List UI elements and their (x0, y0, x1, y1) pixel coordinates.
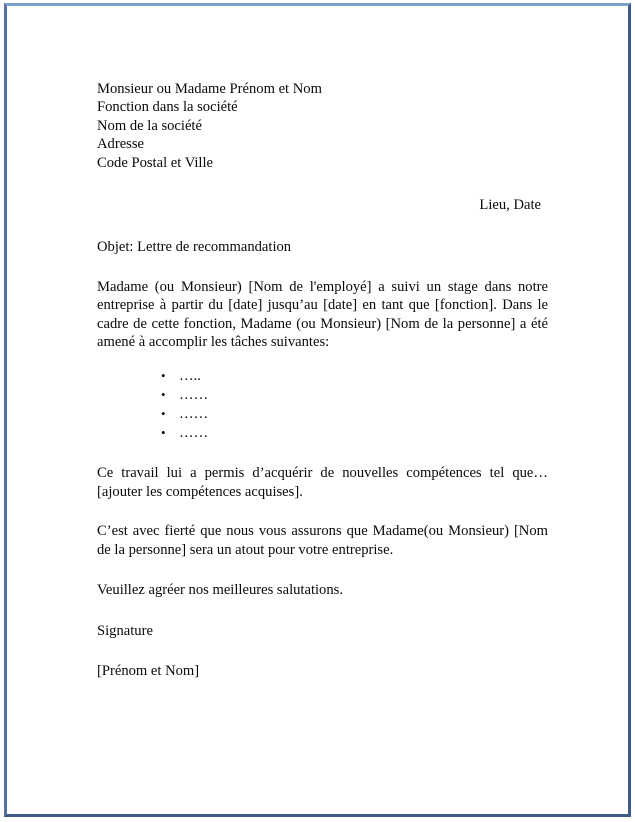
page-border-frame (4, 3, 631, 817)
letter-body (97, 80, 548, 680)
addressee-line-recipient: Monsieur ou Madame Prénom et Nom (97, 81, 322, 97)
paragraph-introduction: Madame (ou Monsieur) [Nom de l'employé] a suivi un stage dans notre entreprise à partir du [date] jusqu’au [date] en tant que [fonction]. Dans le cadre de cette fonction, Madame (ou Monsieur) [Nom de la personne] a été amené à accomplir les tâches suivantes: (97, 278, 548, 351)
place-and-date: Lieu, Date (479, 197, 541, 214)
closing-salutation: Veuillez agréer nos meilleures salutations. (97, 582, 343, 599)
list-item: • …… (97, 386, 548, 405)
paragraph-recommendation: C’est avec fierté que nous vous assurons que Madame(ou Monsieur) [Nom de la personne] sera un atout pour votre entreprise. (97, 523, 548, 558)
task-list (97, 367, 548, 443)
list-item: • ….. (97, 367, 548, 386)
list-item: • …… (97, 424, 548, 443)
addressee-block (97, 80, 548, 172)
paragraph-skills: Ce travail lui a permis d’acquérir de nouvelles compétences tel que…[ajouter les compétences acquises]. (97, 465, 548, 500)
addressee-line-role: Fonction dans la société (97, 99, 238, 116)
addressee-line-company: Nom de la société (97, 117, 202, 134)
addressee-line-postal-city: Code Postal et Ville (97, 154, 214, 171)
subject-line: Objet: Lettre de recommandation (97, 239, 292, 256)
signer-name: [Prénom et Nom] (97, 662, 200, 679)
list-item: • …… (97, 405, 548, 424)
addressee-line-address: Adresse (97, 136, 145, 153)
signature-label: Signature (97, 622, 153, 639)
